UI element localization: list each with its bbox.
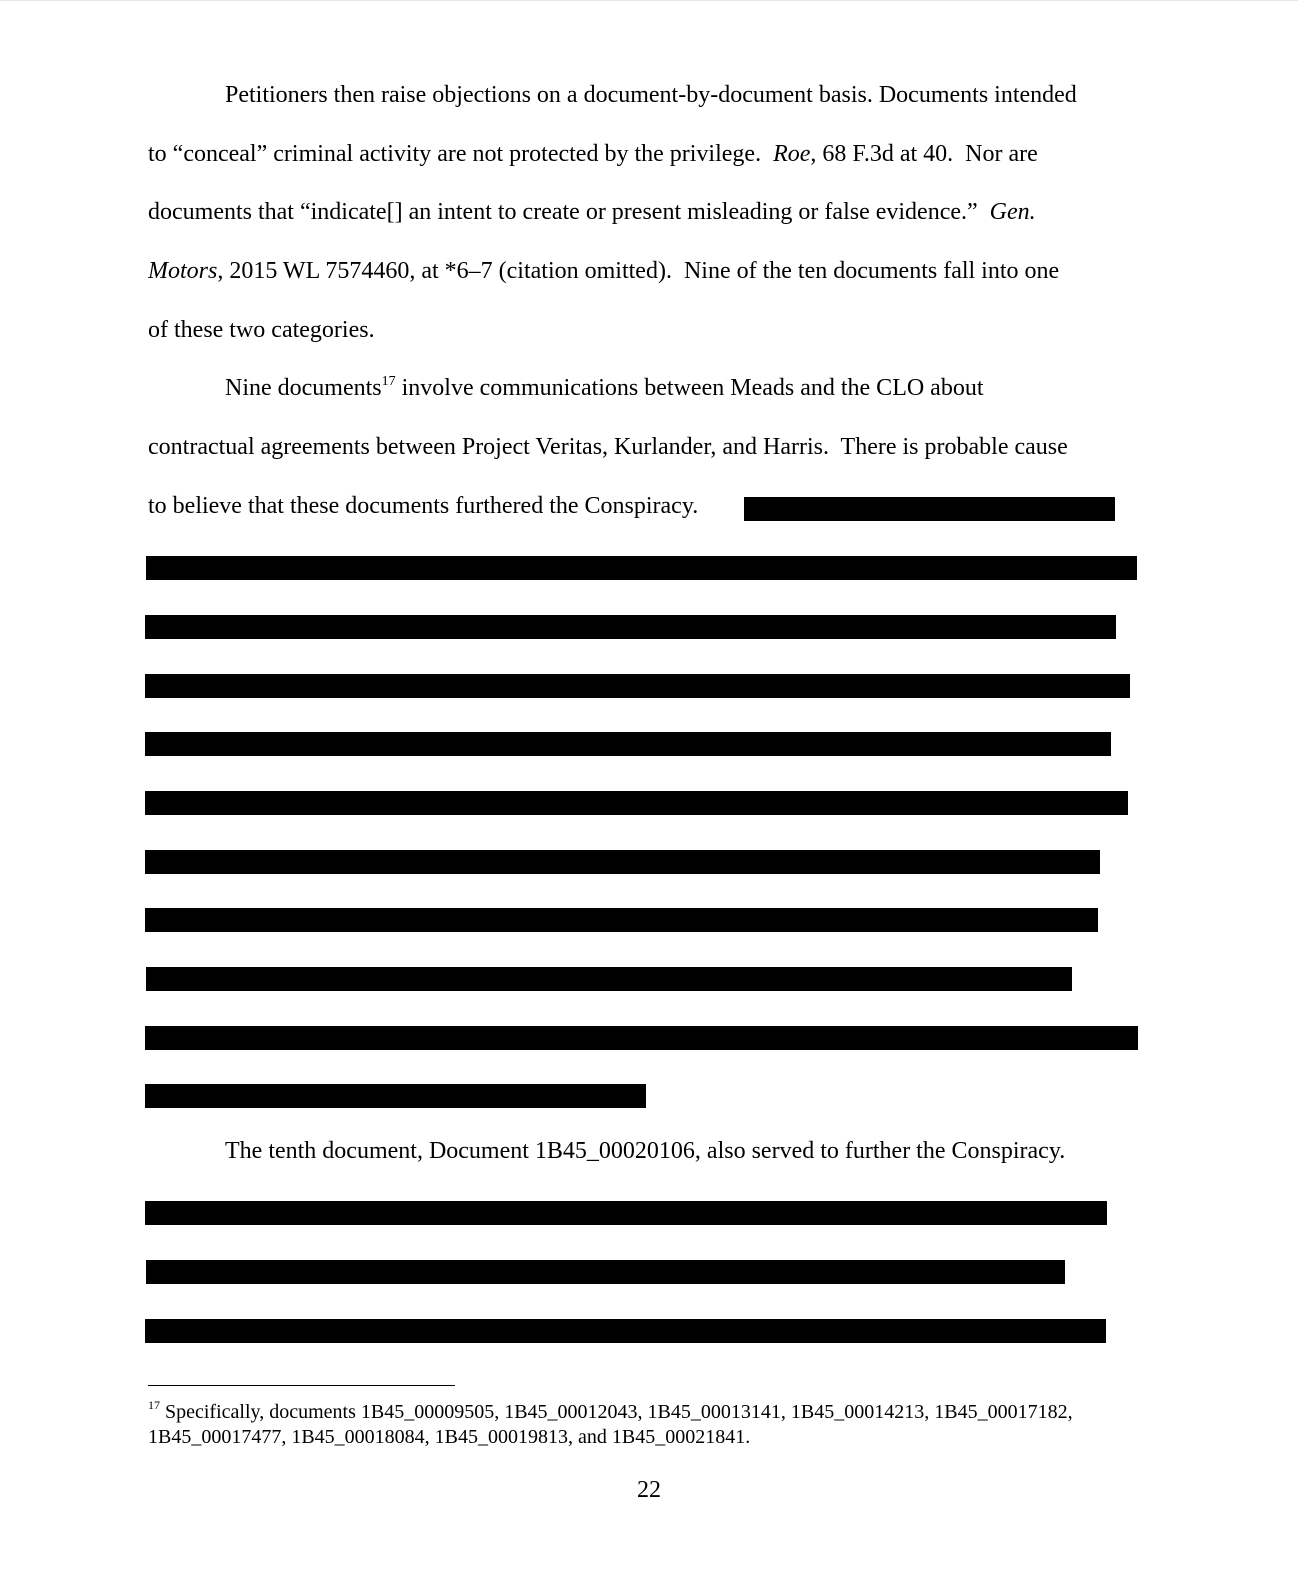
redaction-block <box>145 1084 646 1108</box>
text-span: involve communications between Meads and the CLO about <box>395 375 984 401</box>
text-span: documents that “indicate[] an intent to create or present misleading or false evidence.” <box>148 199 990 225</box>
redaction-block <box>145 1201 1107 1225</box>
case-citation-motors: Motors <box>148 258 218 284</box>
footnote-number: 17 <box>148 1398 160 1412</box>
paragraph-2-line-1 <box>225 373 984 403</box>
redaction-block <box>145 674 1130 698</box>
redaction-block <box>146 556 1137 580</box>
text-span: to “conceal” criminal activity are not protected by the privilege. <box>148 141 774 167</box>
paragraph-1-line-1 <box>225 80 1077 110</box>
text-span: of these two categories. <box>148 317 375 343</box>
redaction-block <box>146 1260 1065 1284</box>
footnote-line-1 <box>148 1400 1073 1424</box>
paragraph-1-line-5 <box>148 315 375 345</box>
case-citation-roe: Roe <box>773 141 811 167</box>
redaction-block <box>146 967 1072 991</box>
redaction-block <box>145 908 1098 932</box>
redaction-block <box>145 732 1111 756</box>
text-span: to believe that these documents furthered the Conspiracy. <box>148 493 699 519</box>
text-span: Nine documents <box>225 375 382 401</box>
text-span: , 68 F.3d at 40. Nor are <box>810 141 1038 167</box>
text-span: The tenth document, Document 1B45_00020106, also served to further the Conspiracy. <box>225 1138 1066 1164</box>
paragraph-1-line-2 <box>148 139 1038 169</box>
text-span: , 2015 WL 7574460, at *6–7 (citation omitted). Nine of the ten documents fall into one <box>217 258 1060 284</box>
text-span: Petitioners then raise objections on a document-by-document basis. Documents intended <box>225 82 1077 108</box>
paragraph-2-line-2 <box>148 432 1068 462</box>
text-span: contractual agreements between Project Veritas, Kurlander, and Harris. There is probable cause <box>148 434 1068 460</box>
paragraph-3-line-1 <box>225 1136 1065 1166</box>
paragraph-2-line-3 <box>148 491 698 521</box>
redaction-block <box>145 850 1100 874</box>
redaction-block <box>145 1026 1138 1050</box>
text-span: Specifically, documents 1B45_00009505, 1B45_00012043, 1B45_00013141, 1B45_00014213, 1B45_00017182, <box>160 1401 1073 1423</box>
redaction-block <box>145 615 1116 639</box>
text-span: 1B45_00017477, 1B45_00018084, 1B45_00019813, and 1B45_00021841. <box>148 1426 751 1448</box>
case-citation-gen: Gen. <box>989 199 1036 225</box>
redaction-block <box>145 791 1128 815</box>
paragraph-1-line-4 <box>148 256 1059 286</box>
footnote-separator <box>148 1385 455 1386</box>
footnote-reference[interactable]: 17 <box>381 374 396 389</box>
paragraph-1-line-3 <box>148 197 1036 227</box>
page-number: 22 <box>637 1477 661 1503</box>
redaction-block <box>744 497 1115 521</box>
redaction-block <box>145 1319 1106 1343</box>
footnote-line-2 <box>148 1425 750 1449</box>
